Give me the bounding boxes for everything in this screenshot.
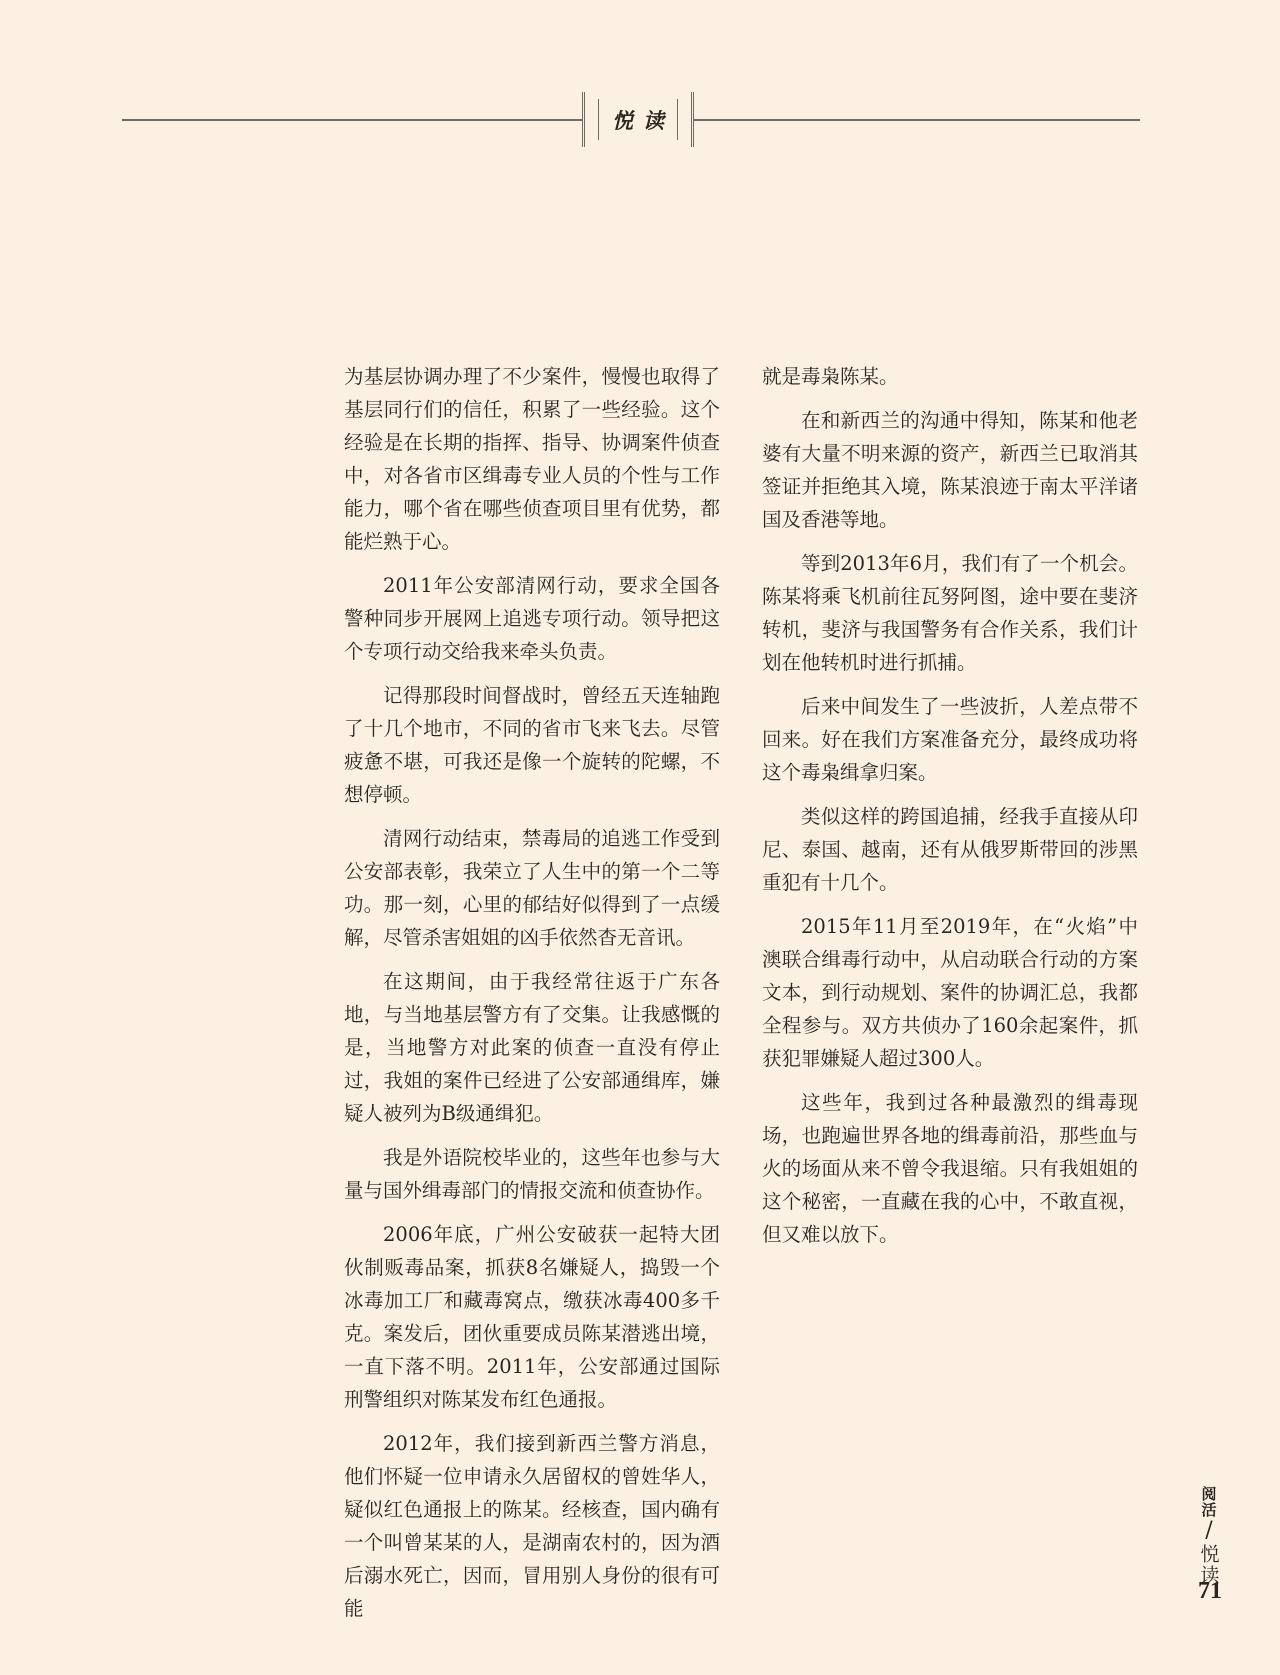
paragraph: 类似这样的跨国追捕，经我手直接从印尼、泰国、越南，还有从俄罗斯带回的涉黑重犯有十几个。	[762, 805, 1138, 894]
paragraph: 2012年，我们接到新西兰警方消息，他们怀疑一位申请永久居留权的曾姓华人，疑似红色通报上的陈某。经核查，国内确有一个叫曾某某的人，是湖南农村的，因为酒后溺水死亡，因而，冒用别人身份的很有可能	[344, 1432, 720, 1620]
header-rule-left	[122, 119, 582, 121]
section-title: 悦读	[612, 107, 674, 133]
paragraph: 2011年公安部清网行动，要求全国各警种同步开展网上追逃专项行动。领导把这个专项行动交给我来牵头负责。	[344, 574, 720, 663]
section-header-box	[582, 92, 694, 147]
article-column-right	[762, 360, 1138, 1262]
paragraph: 就是毒枭陈某。	[762, 365, 899, 388]
paragraph: 2006年底，广州公安破获一起特大团伙制贩毒品案，抓获8名嫌疑人，捣毁一个冰毒加工厂和藏毒窝点，缴获冰毒400多千克。案发后，团伙重要成员陈某潜逃出境，一直下落不明。2011年，公安部通过国际刑警组织对陈某发布红色通报。	[344, 1223, 720, 1411]
paragraph: 我是外语院校毕业的，这些年也参与大量与国外缉毒部门的情报交流和侦查协作。	[344, 1146, 720, 1202]
article-column-left	[344, 360, 720, 1636]
paragraph: 在这期间，由于我经常往返于广东各地，与当地基层警方有了交集。让我感慨的是，当地警方对此案的侦查一直没有停止过，我姐的案件已经进了公安部通缉库，嫌疑人被列为B级通缉犯。	[344, 970, 720, 1125]
folio-section: 悦读	[1197, 1544, 1220, 1586]
paragraph: 这些年，我到过各种最激烈的缉毒现场，也跑遍世界各地的缉毒前沿，那些血与火的场面从来不曾令我退缩。只有我姐姐的这个秘密，一直藏在我的心中，不敢直视，但又难以放下。	[762, 1091, 1138, 1246]
section-header-frame	[598, 99, 678, 140]
magazine-name: 阅活	[1199, 1486, 1218, 1518]
paragraph: 等到2013年6月，我们有了一个机会。陈某将乘飞机前往瓦努阿图，途中要在斐济转机，斐济与我国警务有合作关系，我们计划在他转机时进行抓捕。	[762, 552, 1138, 674]
paragraph: 2015年11月至2019年，在“火焰”中澳联合缉毒行动中，从启动联合行动的方案文本，到行动规划、案件的协调汇总，我都全程参与。双方共侦办了160余起案件，抓获犯罪嫌疑人超过300人。	[762, 915, 1138, 1070]
paragraph: 在和新西兰的沟通中得知，陈某和他老婆有大量不明来源的资产，新西兰已取消其签证并拒绝其入境，陈某浪迹于南太平洋诸国及香港等地。	[762, 409, 1138, 531]
page-number: 71	[1198, 1578, 1222, 1604]
paragraph: 清网行动结束，禁毒局的追逃工作受到公安部表彰，我荣立了人生中的第一个二等功。那一刻，心里的郁结好似得到了一点缓解，尽管杀害姐姐的凶手依然杳无音讯。	[344, 827, 720, 949]
folio	[1195, 1486, 1223, 1586]
paragraph: 为基层协调办理了不少案件，慢慢也取得了基层同行们的信任，积累了一些经验。这个经验是在长期的指挥、指导、协调案件侦查中，对各省市区缉毒专业人员的个性与工作能力，哪个省在哪些侦查项目里有优势，都能烂熟于心。	[344, 365, 720, 553]
paragraph: 记得那段时间督战时，曾经五天连轴跑了十几个地市，不同的省市飞来飞去。尽管疲惫不堪，可我还是像一个旋转的陀螺，不想停顿。	[344, 684, 720, 806]
paragraph: 后来中间发生了一些波折，人差点带不回来。好在我们方案准备充分，最终成功将这个毒枭缉拿归案。	[762, 695, 1138, 784]
folio-slash: /	[1205, 1518, 1213, 1543]
header-rule-right	[694, 119, 1140, 121]
